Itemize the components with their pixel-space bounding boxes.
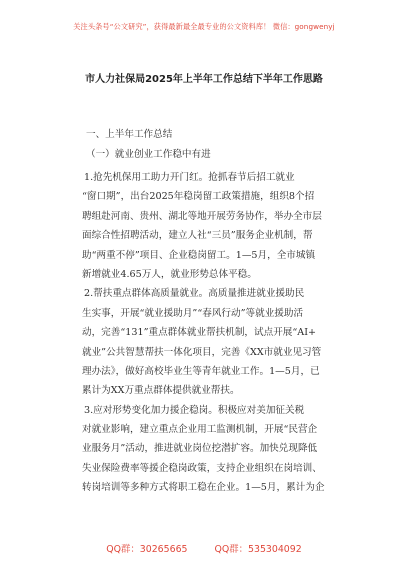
paragraph-line: 对就业影响，建立重点企业用工监测机制，开展“民营企: [82, 424, 318, 436]
paragraph-line: 就业”公共智慧帮扶一体化项目，完善《XX市就业见习管: [82, 346, 322, 358]
paragraph-line: 累计为XX万重点群体提供就业帮扶。: [82, 385, 240, 397]
paragraph-line: 理办法》，做好高校毕业生等青年就业工作。1—5月，已: [82, 365, 320, 377]
paragraph-line: 生实事，开展“就业援助月”“春风行动”等就业援助活: [82, 307, 304, 319]
paragraph-3: [82, 401, 344, 498]
paragraph-line: 助“两重不停”项目、企业稳岗留工。1—5月，全市城镇: [82, 249, 316, 261]
paragraph-2: [82, 284, 344, 400]
paragraph-line: 面综合性招聘活动，建立人社“三员”服务企业机制，帮: [82, 230, 313, 242]
paragraph-line: 2.帮扶重点群体高质量就业。高质量推进就业援助民: [84, 288, 305, 300]
paragraph-line: 失业保险费率等援企稳岗政策，支持企业组织在岗培训、: [82, 462, 322, 474]
paragraph-line: 动，完善“131”重点群体就业帮扶机制，试点开展“AI+: [82, 327, 317, 339]
document-title: 市人力社保局2025年上半年工作总结下半年工作思路: [85, 74, 323, 85]
paragraph-line: 新增就业4.65万人，就业形势总体平稳。: [82, 268, 257, 280]
paragraph-line: 聘组赴河南、贵州、湖北等地开展劳务协作，举办全市层: [82, 210, 322, 222]
paragraph-line: 3.应对形势变化加力援企稳岗。积极应对美加征关税: [84, 404, 305, 416]
subsection-heading: （一）就业创业工作稳中有进: [86, 149, 211, 160]
paragraph-line: 业服务月”活动，推进就业岗位挖潜扩容。加快兑现降低: [82, 443, 318, 455]
section-heading: 一、上半年工作总结: [86, 129, 173, 140]
footer-qq-group-2: QQ群：535304092: [214, 544, 302, 555]
paragraph-1: [82, 168, 344, 284]
footer-contact: [0, 541, 408, 555]
document-body: [82, 128, 344, 498]
paragraph-line: “窗口期”，出台2025年稳岗留工政策措施，组织8个招: [82, 191, 315, 203]
paragraph-line: 1.抢先机保用工助力开门红。抢抓春节后招工就业: [84, 172, 295, 183]
paragraph-line: 转岗培训等多种方式将职工稳在企业。1—5月，累计为企: [82, 482, 325, 494]
footer-qq-group-1: QQ群：30265665: [106, 544, 188, 555]
top-banner: 关注头条号“公文研究”，获得最新最全最专业的公文资料库！ 微信：gongwenyj: [73, 22, 335, 31]
